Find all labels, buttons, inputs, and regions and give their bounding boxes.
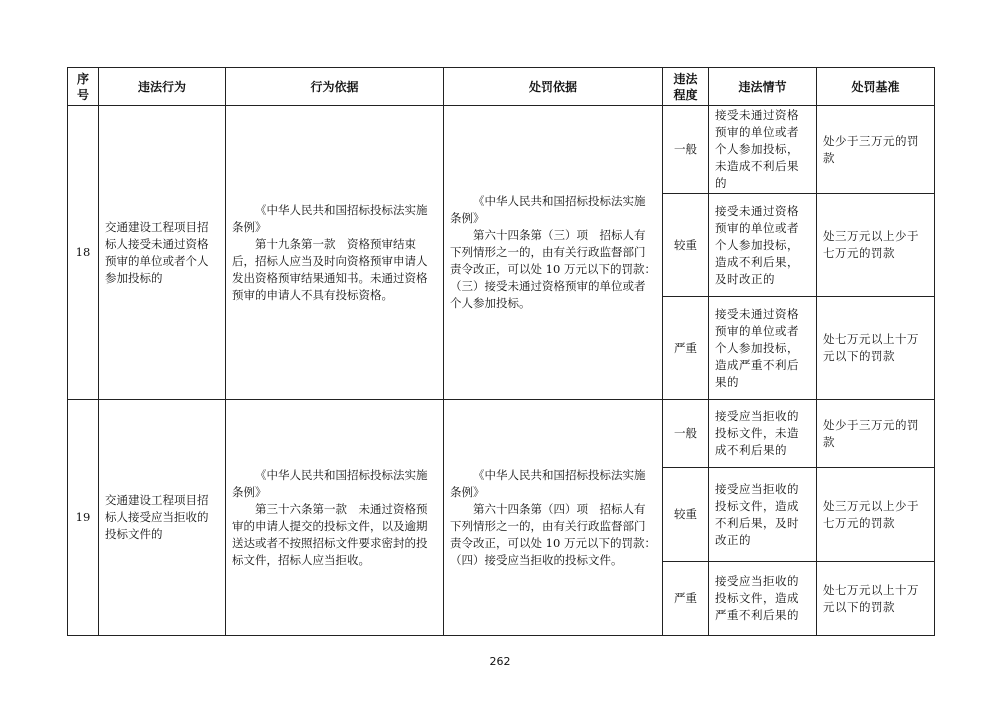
basis-title: 《中华人民共和国招标投标法实施条例》: [232, 202, 428, 234]
penalty-basis: [444, 106, 663, 400]
header-standard: 处罚基准: [817, 68, 935, 106]
row-number: 19: [68, 400, 99, 636]
header-num: 序号: [68, 68, 99, 106]
standard-cell: 处三万元以上少于七万元的罚款: [817, 194, 935, 297]
header-degree: 违法程度: [663, 68, 709, 106]
penalty-text: 第六十四条第（四）项 招标人有下列情形之一的，由有关行政监督部门责令改正，可以处 10 万元以下的罚款：（四）接受应当拒收的投标文件。: [450, 501, 656, 567]
situation-cell: 接受应当拒收的投标文件，造成不利后果，及时改正的: [709, 468, 817, 562]
degree-cell: 较重: [663, 468, 709, 562]
penalty-title: 《中华人民共和国招标投标法实施条例》: [450, 194, 646, 225]
standard-cell: 处三万元以上少于七万元的罚款: [817, 468, 935, 562]
situation-cell: 接受未通过资格预审的单位或者个人参加投标，造成严重不利后果的: [709, 297, 817, 400]
header-row: [68, 68, 935, 106]
degree-cell: 严重: [663, 562, 709, 636]
situation-cell: 接受应当拒收的投标文件，未造成不利后果的: [709, 400, 817, 468]
conduct-basis: [226, 106, 444, 400]
degree-cell: 较重: [663, 194, 709, 297]
header-act: 违法行为: [99, 68, 226, 106]
conduct-basis: [226, 400, 444, 636]
basis-text: 第三十六条第一款 未通过资格预审的申请人提交的投标文件，以及逾期送达或者不按照招标文件要求密封的投标文件，招标人应当拒收。: [232, 501, 428, 567]
degree-cell: 一般: [663, 106, 709, 194]
header-basis: 行为依据: [226, 68, 444, 106]
standard-cell: 处七万元以上十万元以下的罚款: [817, 297, 935, 400]
penalty-text: 第六十四条第（三）项 招标人有下列情形之一的，由有关行政监督部门责令改正，可以处 10 万元以下的罚款：（三）接受未通过资格预审的单位或者个人参加投标。: [450, 228, 656, 310]
penalty-basis: [444, 400, 663, 636]
page-number: 262: [489, 655, 511, 668]
degree-cell: 严重: [663, 297, 709, 400]
table-row: [68, 106, 935, 194]
violation-act: 交通建设工程项目招标人接受应当拒收的投标文件的: [99, 400, 226, 636]
basis-text: 第十九条第一款 资格预审结束后，招标人应当及时向资格预审申请人发出资格预审结果通知书。未通过资格预审的申请人不具有投标资格。: [232, 236, 428, 302]
basis-title: 《中华人民共和国招标投标法实施条例》: [232, 467, 428, 499]
situation-cell: 接受未通过资格预审的单位或者个人参加投标，造成不利后果，及时改正的: [709, 194, 817, 297]
penalty-title: 《中华人民共和国招标投标法实施条例》: [450, 467, 646, 499]
standard-cell: 处少于三万元的罚款: [817, 106, 935, 194]
table-row: [68, 400, 935, 468]
situation-cell: 接受应当拒收的投标文件，造成严重不利后果的: [709, 562, 817, 636]
row-number: 18: [68, 106, 99, 400]
degree-cell: 一般: [663, 400, 709, 468]
standard-cell: 处七万元以上十万元以下的罚款: [817, 562, 935, 636]
standard-cell: 处少于三万元的罚款: [817, 400, 935, 468]
penalty-standard-table: [67, 67, 935, 636]
violation-act: 交通建设工程项目招标人接受未通过资格预审的单位或者个人参加投标的: [99, 106, 226, 400]
header-situation: 违法情节: [709, 68, 817, 106]
situation-cell: 接受未通过资格预审的单位或者个人参加投标，未造成不利后果的: [709, 106, 817, 194]
header-penalty-basis: 处罚依据: [444, 68, 663, 106]
